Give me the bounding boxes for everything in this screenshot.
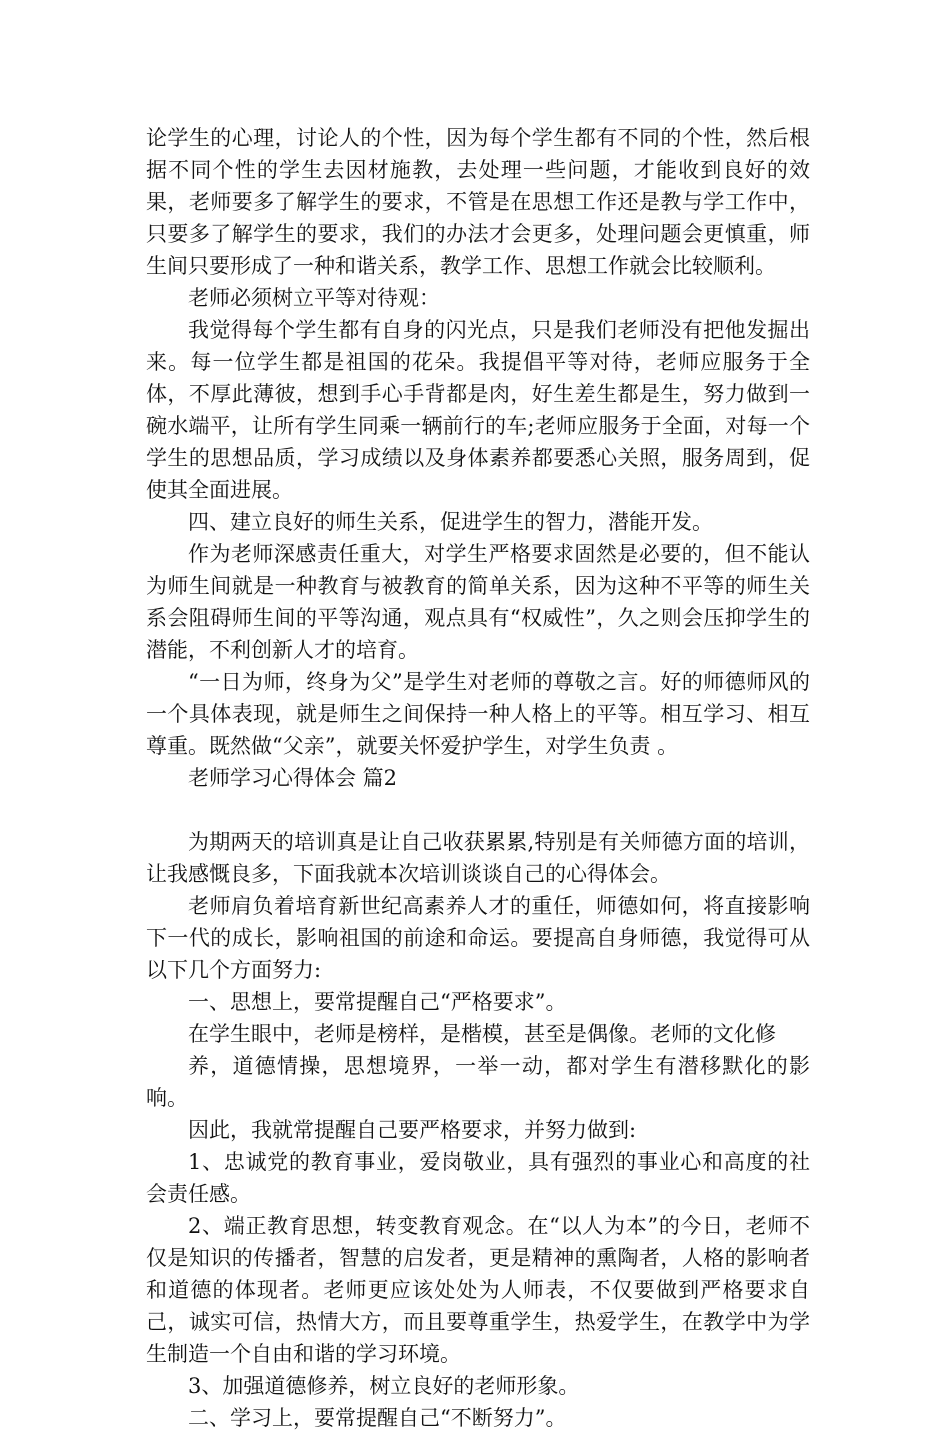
body-paragraph: 在学生眼中，老师是榜样，是楷模，甚至是偶像。老师的文化修 xyxy=(188,1022,776,1046)
body-paragraph: 养，道德情操，思想境界，一举一动，都对学生有潜移默化的影响。 xyxy=(146,1054,810,1110)
document-page xyxy=(146,122,810,1434)
body-paragraph: 老师肩负着培育新世纪高素养人才的重任，师德如何，将直接影响下一代的成长，影响祖国的前途和命运。要提高自身师德，我觉得可从以下几个方面努力: xyxy=(146,894,810,982)
body-paragraph: “一日为师，终身为父”是学生对老师的尊敬之言。好的师德师风的一个具体表现，就是师生之间保持一种人格上的平等。相互学习、相互尊重。既然做“父亲”，就要关怀爱护学生，对学生负责 。 xyxy=(146,670,810,758)
list-item: 1、忠诚党的教育事业，爱岗敬业，具有强烈的事业心和高度的社会责任感。 xyxy=(146,1150,810,1206)
body-paragraph: 作为老师深感责任重大，对学生严格要求固然是必要的，但不能认为师生间就是一种教育与被教育的简单关系，因为这种不平等的师生关系会阻碍师生间的平等沟通，观点具有“权威性”，久之则会压抑学生的潜能，不利创新人才的培育。 xyxy=(146,542,810,662)
blank-line xyxy=(146,794,810,826)
body-paragraph: 为期两天的培训真是让自己收获累累,特别是有关师德方面的培训，让我感慨良多，下面我就本次培训谈谈自己的心得体会。 xyxy=(146,830,810,886)
list-item: 2、端正教育思想，转变教育观念。在“以人为本”的今日，老师不仅是知识的传播者，智慧的启发者，更是精神的熏陶者，人格的影响者和道德的体现者。老师更应该处处为人师表，不仅要做到严格要求自己，诚实可信，热情大方，而且要尊重学生，热爱学生，在教学中为学生制造一个自由和谐的学习环境。 xyxy=(146,1214,810,1366)
section-heading: 一、思想上，要常提醒自己“严格要求”。 xyxy=(188,990,567,1014)
article-title: 老师学习心得体会 篇2 xyxy=(188,766,398,790)
section-subheading: 老师必须树立平等对待观： xyxy=(188,286,440,310)
body-paragraph: 论学生的心理，讨论人的个性，因为每个学生都有不同的个性，然后根据不同个性的学生去因材施教，去处理一些问题，才能收到良好的效果，老师要多了解学生的要求，不管是在思想工作还是教与学工作中，只要多了解学生的要求，我们的办法才会更多，处理问题会更慎重，师生间只要形成了一种和谐关系，教学工作、思想工作就会比较顺利。 xyxy=(146,126,810,278)
body-paragraph: 我觉得每个学生都有自身的闪光点，只是我们老师没有把他发掘出来。每一位学生都是祖国的花朵。我提倡平等对待，老师应服务于全体，不厚此薄彼，想到手心手背都是肉，好生差生都是生，努力做到一碗水端平，让所有学生同乘一辆前行的车;老师应服务于全面，对每一个学生的思想品质，学习成绩以及身体素养都要悉心关照，服务周到，促使其全面进展。 xyxy=(146,318,810,502)
section-heading: 二、学习上，要常提醒自己“不断努力”。 xyxy=(188,1406,567,1430)
body-paragraph: 因此，我就常提醒自己要严格要求，并努力做到: xyxy=(188,1118,637,1142)
section-heading: 四、建立良好的师生关系，促进学生的智力，潜能开发。 xyxy=(188,510,713,534)
list-item: 3、加强道德修养，树立良好的老师形象。 xyxy=(188,1374,580,1398)
